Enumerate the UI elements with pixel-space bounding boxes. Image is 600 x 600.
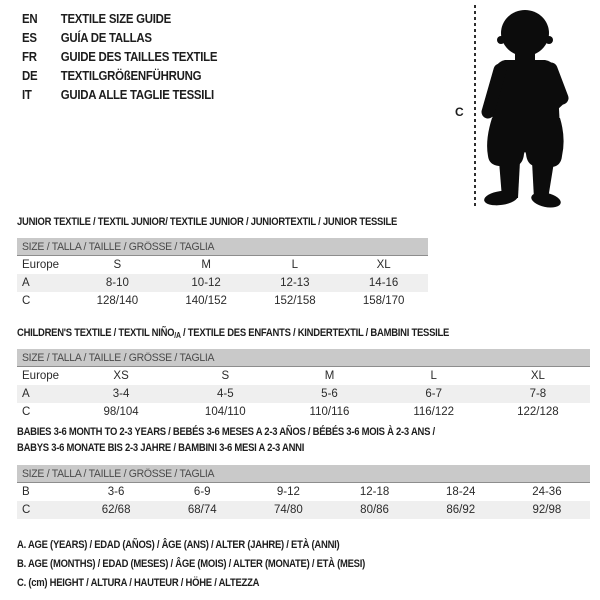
table-cell: 7-8 [529, 388, 547, 400]
table-cell: 10-12 [191, 277, 221, 289]
row-label-cell: B [22, 486, 30, 498]
title-subscript: /A [174, 331, 181, 340]
table-cell: L [430, 370, 437, 382]
lang-code: FR [22, 49, 37, 64]
table-row [17, 385, 590, 403]
table-cell: 86/92 [446, 504, 476, 516]
table-cell: 4-5 [216, 388, 234, 400]
table-header-bar [17, 465, 590, 483]
table-row [17, 501, 590, 519]
table-cell: 92/98 [532, 504, 562, 516]
height-dotted-line [474, 5, 476, 208]
table-cell: S [113, 259, 122, 271]
lang-title: GUÍA DE TALLAS [60, 30, 152, 45]
lang-code: ES [22, 30, 37, 45]
table-cell: XL [376, 259, 391, 271]
height-label: C [455, 105, 464, 119]
table-cell: 140/152 [185, 295, 227, 307]
table-row [17, 483, 590, 501]
row-label-cell: C [22, 504, 31, 516]
table-cell: 24-36 [532, 486, 562, 498]
row-label-cell: Europe [22, 370, 60, 382]
table-cell: 98/104 [103, 406, 139, 418]
table-cell: 3-6 [107, 486, 125, 498]
row-label-cell: C [22, 406, 31, 418]
title-part: / TEXTILE DES ENFANTS / KINDERTEXTIL / BAMBINI TESSILE [180, 327, 450, 339]
table-cell: 14-16 [368, 277, 399, 289]
babies-title-line2: BABYS 3-6 MONATE BIS 2-3 JAHRE / BAMBINI 3-6 MESI A 2-3 ANNI [17, 442, 305, 454]
children-table-title [17, 325, 449, 344]
table-cell: XL [530, 370, 545, 382]
table-cell: 12-13 [280, 277, 310, 289]
lang-title: GUIDE DES TAILLES TEXTILE [60, 49, 218, 64]
lang-row-es [22, 28, 217, 47]
table-cell: 6-7 [425, 388, 442, 400]
table-cell: 122/128 [517, 406, 559, 418]
table-cell: 110/116 [309, 406, 350, 418]
footnote-b: B. AGE (MONTHS) / EDAD (MESES) / ÂGE (MOIS) / ALTER (MONATE) / ETÀ (MESI) [17, 558, 366, 570]
lang-title: TEXTILE SIZE GUIDE [60, 11, 172, 26]
junior-size-table [17, 238, 428, 310]
lang-code: EN [22, 11, 38, 26]
table-cell: L [291, 259, 299, 271]
table-cell: 116/122 [413, 406, 455, 418]
babies-size-table [17, 465, 590, 519]
children-size-table [17, 349, 590, 421]
table-cell: 68/74 [187, 504, 217, 516]
table-cell: 18-24 [446, 486, 476, 498]
table-cell: S [221, 370, 230, 382]
lang-row-it [22, 85, 217, 104]
table-row [17, 367, 590, 385]
table-cell: 158/170 [362, 295, 405, 307]
babies-table-title [17, 424, 503, 456]
lang-code: DE [22, 68, 38, 83]
table-header-bar [17, 349, 590, 367]
table-cell: 9-12 [276, 486, 300, 498]
language-list [22, 9, 244, 104]
table-cell: 104/110 [204, 406, 246, 418]
row-label-cell: A [22, 277, 30, 289]
table-cell: 12-18 [359, 486, 390, 498]
lang-title: GUIDA ALLE TAGLIE TESSILI [60, 87, 214, 102]
junior-table-title: JUNIOR TEXTILE / TEXTIL JUNIOR/ TEXTILE JUNIOR / JUNIORTEXTIL / JUNIOR TESSILE [17, 216, 398, 228]
table-cell: 128/140 [96, 295, 139, 307]
table-row [17, 403, 590, 421]
table-cell: 80/86 [360, 504, 389, 516]
footnotes [17, 536, 422, 593]
lang-row-de [22, 66, 217, 85]
footnote-a: A. AGE (YEARS) / EDAD (AÑOS) / ÂGE (ANS) / ALTER (JAHRE) / ETÀ (ANNI) [17, 539, 340, 551]
table-cell: 5-6 [321, 388, 338, 400]
table-cell: 6-9 [193, 486, 211, 498]
footnote-c: C. (cm) HEIGHT / ALTURA / HAUTEUR / HÖHE / ALTEZZA [17, 577, 260, 589]
table-row [17, 274, 428, 292]
table-header-label: SIZE / TALLA / TAILLE / GRÖSSE / TAGLIA [22, 352, 215, 364]
table-cell: 74/80 [274, 504, 303, 516]
lang-row-fr [22, 47, 217, 66]
table-row [17, 292, 428, 310]
title-part: CHILDREN'S TEXTILE / TEXTIL NIÑO [17, 327, 175, 339]
table-cell: 3-4 [112, 388, 130, 400]
table-cell: XS [113, 370, 129, 382]
table-cell: 62/68 [101, 504, 131, 516]
table-cell: 152/158 [274, 295, 316, 307]
row-label-cell: C [22, 295, 31, 307]
lang-code: IT [22, 87, 32, 102]
babies-title-line1: BABIES 3-6 MONTH TO 2-3 YEARS / BEBÉS 3-6 MESES A 2-3 AÑOS / BÉBÉS 3-6 MOIS À 2-3 ANS / [17, 426, 435, 438]
table-cell: M [201, 259, 211, 271]
baby-silhouette-icon [480, 6, 572, 208]
lang-row-en [22, 9, 217, 28]
table-header-label: SIZE / TALLA / TAILLE / GRÖSSE / TAGLIA [22, 241, 215, 253]
table-row [17, 256, 428, 274]
lang-title: TEXTILGRÖßENFÜHRUNG [60, 68, 202, 83]
row-label-cell: A [22, 388, 30, 400]
table-header-bar [17, 238, 428, 256]
table-cell: 8-10 [105, 277, 129, 289]
table-header-label: SIZE / TALLA / TAILLE / GRÖSSE / TAGLIA [22, 468, 215, 480]
table-cell: M [324, 370, 335, 382]
row-label-cell: Europe [22, 259, 60, 271]
